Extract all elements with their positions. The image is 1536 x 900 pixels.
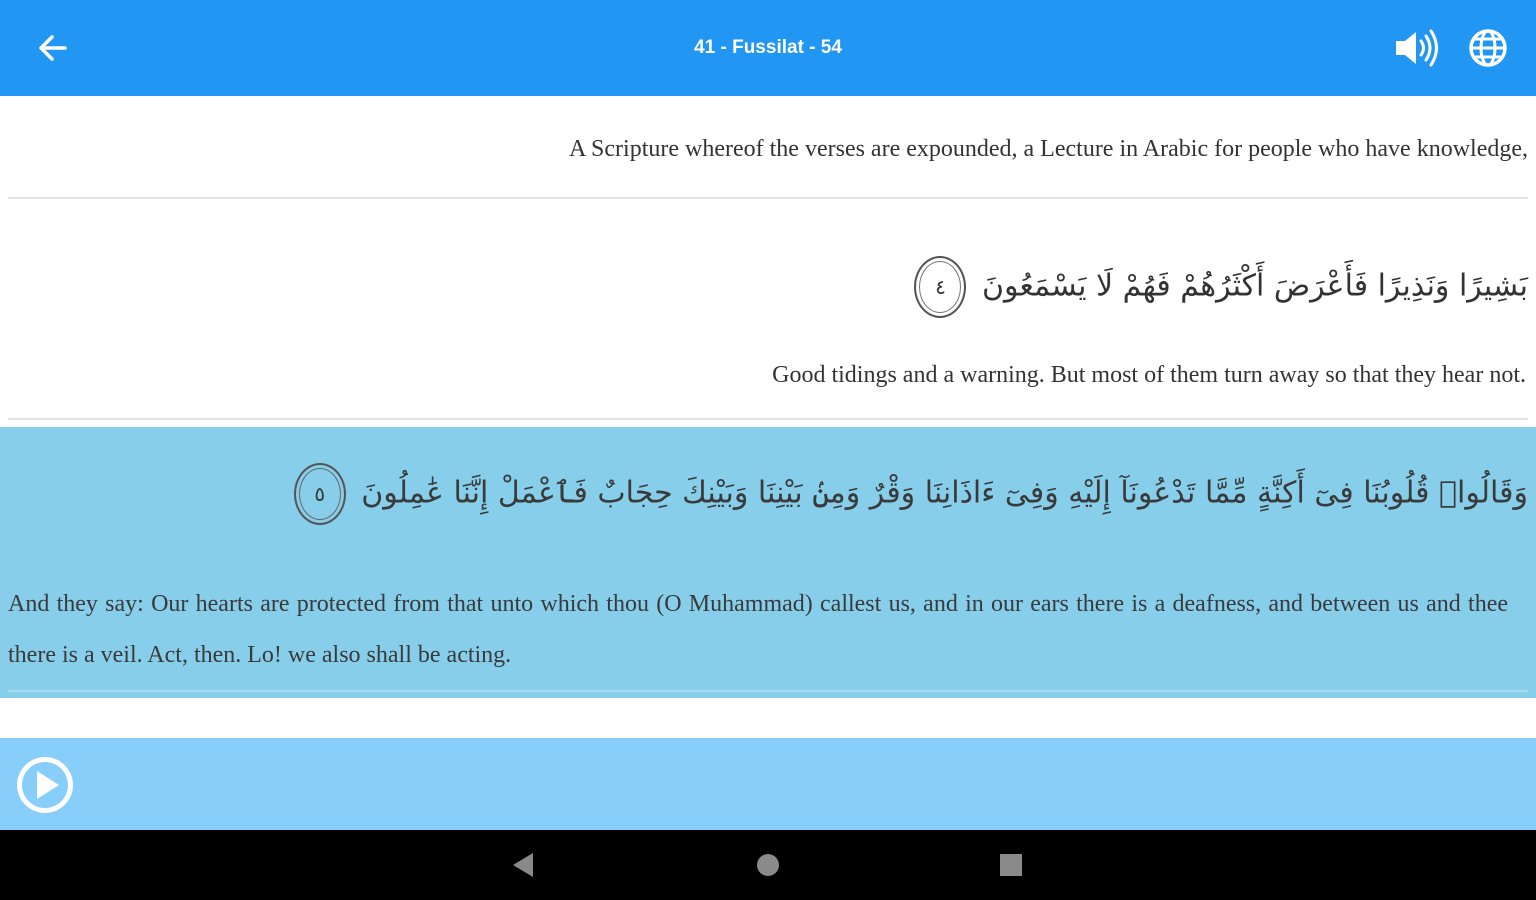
nav-home-button[interactable] [753, 850, 783, 880]
page-title: 41 - Fussilat - 54 [694, 37, 842, 58]
arrow-left-icon [37, 34, 67, 62]
app-bar [0, 0, 1536, 96]
verse-list[interactable] [0, 96, 1536, 738]
speaker-icon [1392, 26, 1440, 70]
back-button[interactable] [30, 28, 74, 68]
nav-recents-icon [996, 850, 1026, 880]
nav-recents-button[interactable] [996, 850, 1026, 880]
divider [8, 690, 1528, 692]
verse-5-arabic-text: وَقَالُوا۟ قُلُوبُنَا فِىٓ أَكِنَّةٍ مِّمَّا تَدْعُونَآ إِلَيْهِ وَفِىٓ ءَاذَانِنَا وَقْرٌ وَمِنۢ بَيْنِنَا وَبَيْنِكَ حِجَابٌ فَٱعْمَلْ إِنَّنَا عَٰمِلُونَ [361, 475, 1528, 511]
divider [8, 418, 1528, 420]
verse-5-arabic [60, 463, 1528, 525]
system-nav-bar [0, 830, 1536, 900]
play-icon [14, 754, 76, 816]
ayah-number-marker: ٤ [914, 256, 966, 318]
ayah-number-marker: ٥ [294, 463, 346, 525]
audio-button[interactable] [1392, 26, 1440, 70]
nav-back-icon [508, 850, 538, 880]
verse-5-translation: And they say: Our hearts are protected from that unto which thou (O Muhammad) callest us, and in our ears there is a deafness, and between us and thee there is a veil. Act, then. Lo! we also shall be acting. [8, 591, 1508, 668]
verse-4-arabic-text: بَشِيرًا وَنَذِيرًا فَأَعْرَضَ أَكْثَرُهُمْ فَهُمْ لَا يَسْمَعُونَ [981, 268, 1528, 304]
play-button[interactable] [14, 754, 76, 816]
nav-back-button[interactable] [508, 850, 538, 880]
divider [8, 197, 1528, 199]
verse-4-arabic[interactable] [200, 256, 1528, 318]
audio-player-bar [0, 738, 1536, 830]
nav-home-icon [753, 850, 783, 880]
language-button[interactable] [1466, 26, 1510, 70]
verse-3-translation: A Scripture whereof the verses are expounded, a Lecture in Arabic for people who have knowledge, [569, 136, 1528, 162]
verse-4-translation: Good tidings and a warning. But most of them turn away so that they hear not. [772, 362, 1526, 388]
globe-icon [1466, 26, 1510, 70]
verse-5-selected[interactable] [0, 427, 1536, 698]
